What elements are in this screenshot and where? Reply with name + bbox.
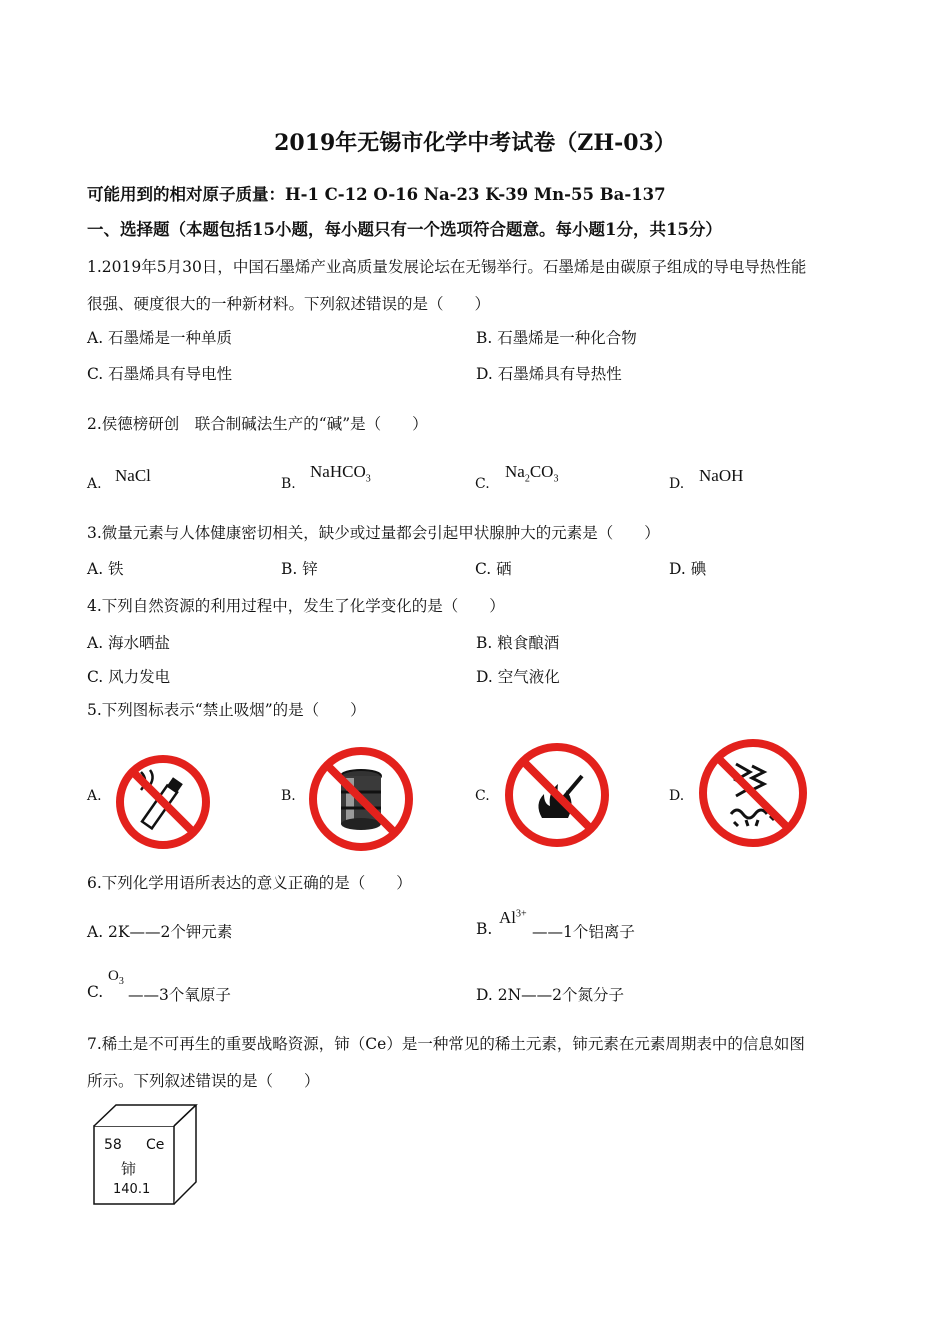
no-open-flame-sign-icon (502, 740, 612, 850)
question-4-option-b: B. 粮食酿酒 (476, 634, 560, 652)
question-6-stem: 6.下列化学用语所表达的意义正确的是（ ） (87, 874, 412, 892)
question-2-option-a: NaCl (115, 466, 151, 485)
question-1-option-a: A. 石墨烯是一种单质 (87, 329, 233, 347)
question-5-option-b-letter: B. (281, 788, 296, 804)
question-1-line1: 1.2019年5月30日，中国石墨烯产业高质量发展论坛在无锡举行。石墨烯是由碳原子组成的导电导热性能 (87, 258, 807, 276)
question-6-option-d: D. 2N——2个氮分子 (476, 986, 625, 1004)
question-6-option-b-ion: $Al^{3+}$ (499, 908, 527, 927)
question-2-option-c-letter: C. (475, 476, 490, 492)
no-smoking-sign-icon (113, 752, 213, 852)
question-4-option-a: A. 海水晒盐 (87, 634, 171, 652)
question-5-option-c-letter: C. (475, 788, 490, 804)
question-2-stem: 2.侯德榜研创 联合制碱法生产的“碱”是（ ） (87, 415, 428, 433)
question-1-line2: 很强、硬度很大的一种新材料。下列叙述错误的是（ ） (87, 295, 491, 313)
question-7-line2: 所示。下列叙述错误的是（ ） (87, 1072, 320, 1090)
question-3-option-b: B. 锌 (281, 560, 318, 578)
question-5-option-d-letter: D. (669, 788, 685, 804)
question-3-option-c: C. 硒 (475, 560, 512, 578)
question-6-option-b-text: ——1个铝离子 (532, 923, 635, 941)
question-1-option-d: D. 石墨烯具有导热性 (476, 365, 622, 383)
no-fireworks-sign-icon (696, 736, 810, 850)
question-5-option-a-letter: A. (87, 788, 102, 804)
question-3-option-a: A. 铁 (87, 560, 124, 578)
question-2-option-c: $Na_2CO_3$ (505, 462, 559, 485)
question-2-option-a-letter: A. (87, 476, 102, 492)
page-title: 2019年无锡市化学中考试卷（ZH-03） (274, 130, 676, 156)
question-2-option-d-letter: D. (669, 476, 685, 492)
question-4-option-c: C. 风力发电 (87, 668, 171, 686)
question-3-option-d: D. 碘 (669, 560, 707, 578)
question-5-stem: 5.下列图标表示“禁止吸烟”的是（ ） (87, 701, 366, 719)
question-6-option-c-text: ——3个氧原子 (128, 986, 231, 1004)
element-mass: 140.1 (113, 1182, 151, 1197)
element-name: 铈 (121, 1160, 137, 1178)
section-heading: 一、选择题（本题包括15小题，每小题只有一个选项符合题意。每小题1分，共15分） (87, 220, 722, 239)
atomic-masses: 可能用到的相对原子质量：H-1 C-12 O-16 Na-23 K-39 Mn-55 Ba-137 (87, 185, 666, 204)
question-6-option-a: A. 2K——2个钾元素 (87, 923, 233, 941)
question-4-stem: 4.下列自然资源的利用过程中，发生了化学变化的是（ ） (87, 597, 505, 615)
question-2-option-b-letter: B. (281, 476, 296, 492)
question-4-option-d: D. 空气液化 (476, 668, 560, 686)
question-6-option-b-letter: B. (476, 920, 493, 938)
element-symbol: Ce (146, 1137, 165, 1153)
question-6-option-c-letter: C. (87, 983, 104, 1001)
question-2-option-b: NaHCO$_3$ (310, 462, 371, 485)
element-number: 58 (104, 1137, 122, 1153)
question-1-option-c: C. 石墨烯具有导电性 (87, 365, 233, 383)
question-3-stem: 3.微量元素与人体健康密切相关，缺少或过量都会引起甲状腺肿大的元素是（ ） (87, 524, 660, 542)
question-7-line1: 7.稀土是不可再生的重要战略资源，铈（Ce）是一种常见的稀土元素，铈元素在元素周期表中的信息如图 (87, 1035, 805, 1053)
question-1-option-b: B. 石墨烯是一种化合物 (476, 329, 637, 347)
question-2-option-d: NaOH (699, 466, 744, 485)
question-6-option-c-molecule: $O_3$ (108, 968, 124, 987)
no-drum-sign-icon (306, 744, 416, 854)
